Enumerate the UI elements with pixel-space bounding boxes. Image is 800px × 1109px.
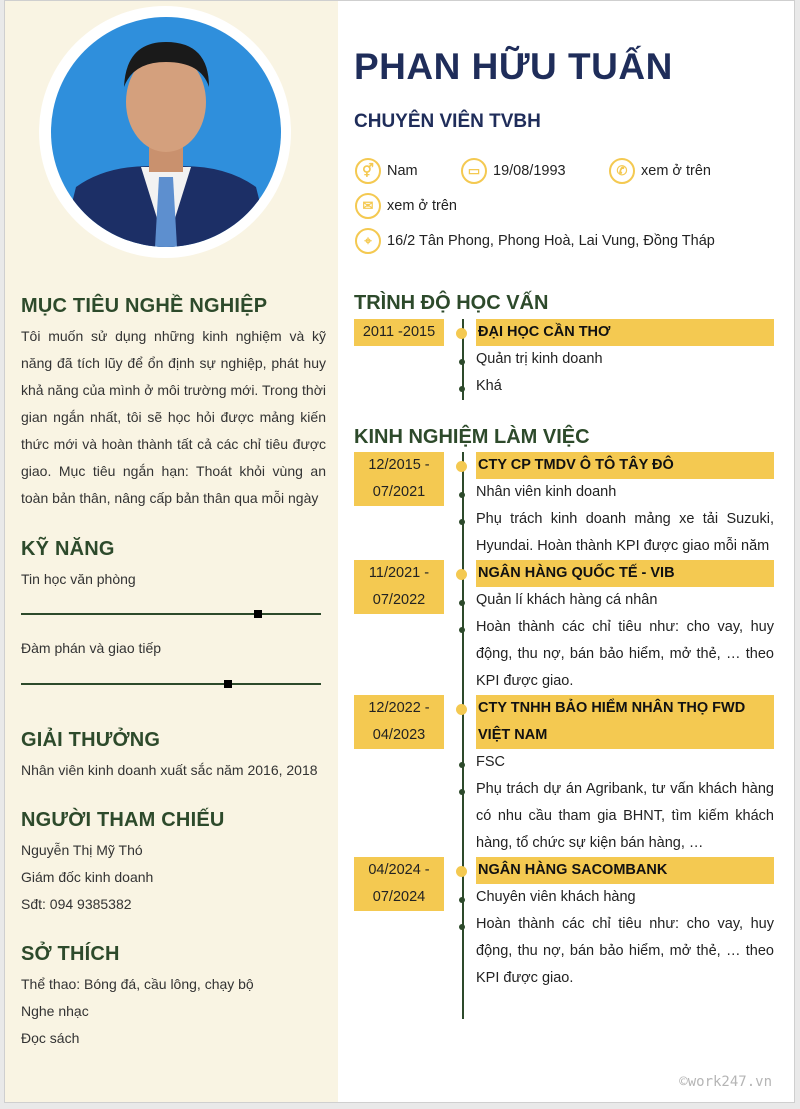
skill-bar — [21, 613, 321, 615]
education-heading: TRÌNH ĐỘ HỌC VẤN — [354, 292, 549, 314]
skills-heading: KỸ NĂNG — [21, 538, 115, 560]
entry-org: CTY TNHH BẢO HIỂM NHÂN THỌ FWD VIỆT NAM — [476, 695, 774, 749]
gender-value: Nam — [387, 163, 418, 179]
objective-text: Tôi muốn sử dụng những kinh nghiệm và kỹ năng đã tích lũy để ổn định sự nghiệp, phát huy khả năng của mình ở môi trường mới. Trong thời gian ngắn nhất, tôi sẽ học hỏi được mảng kiến thức mới và hoàn thành tất cả các chỉ tiêu được giao. Mục tiêu ngắn hạn: Thoát khỏi vùng an toàn bản thân, nâng cấp bản thân qua mỗi ngày — [21, 328, 326, 506]
experience-entry — [354, 560, 774, 695]
entry-item: Quản trị kinh doanh — [476, 346, 774, 373]
sidebar — [5, 1, 338, 1102]
phone-icon: ✆ — [609, 158, 635, 184]
hobbies-heading: SỞ THÍCH — [21, 943, 120, 965]
candidate-name: PHAN HỮU TUẤN — [354, 46, 673, 87]
reference-phone: Sđt: 094 9385382 — [21, 896, 132, 912]
experience-entry — [354, 452, 774, 560]
birthday-value: 19/08/1993 — [493, 163, 566, 179]
references-heading: NGƯỜI THAM CHIẾU — [21, 809, 225, 831]
awards-heading: GIẢI THƯỞNG — [21, 729, 161, 751]
phone-value: xem ở trên — [641, 163, 711, 179]
entry-date: 12/2015 - 07/2021 — [354, 452, 444, 506]
reference-name: Nguyễn Thị Mỹ Thó — [21, 842, 143, 858]
contact-birthday — [461, 158, 566, 184]
entry-org: CTY CP TMDV Ô TÔ TÂY ĐÔ — [476, 452, 774, 479]
contact-email — [355, 193, 457, 219]
entry-date: 2011 -2015 — [354, 319, 444, 346]
email-value: xem ở trên — [387, 198, 457, 214]
entry-org: NGÂN HÀNG QUỐC TẾ - VIB — [476, 560, 774, 587]
entry-org: NGÂN HÀNG SACOMBANK — [476, 857, 774, 884]
contact-phone — [609, 158, 711, 184]
entry-item: Khá — [476, 373, 774, 400]
candidate-position: CHUYÊN VIÊN TVBH — [354, 111, 541, 132]
education-timeline — [354, 319, 774, 400]
reference-title: Giám đốc kinh doanh — [21, 869, 154, 885]
entry-item: Nhân viên kinh doanh — [476, 479, 774, 506]
hobby-item: Nghe nhạc — [21, 1003, 89, 1019]
experience-entry — [354, 857, 774, 992]
entry-org: ĐẠI HỌC CẦN THƠ — [476, 319, 774, 346]
hobby-item: Đọc sách — [21, 1030, 80, 1046]
hobby-item: Thể thao: Bóng đá, cầu lông, chạy bộ — [21, 976, 254, 992]
gender-icon: ⚥ — [355, 158, 381, 184]
entry-item: Chuyên viên khách hàng — [476, 884, 774, 911]
contact-address — [355, 228, 715, 254]
skill-name: Tin học văn phòng — [21, 571, 136, 587]
cv-page — [4, 0, 795, 1103]
award-item: Nhân viên kinh doanh xuất sắc năm 2016, 2018 — [21, 762, 318, 778]
entry-item: Phụ trách kinh doanh mảng xe tải Suzuki, Hyundai. Hoàn thành KPI được giao mỗi năm — [476, 506, 774, 560]
entry-item: Quản lí khách hàng cá nhân — [476, 587, 774, 614]
address-value: 16/2 Tân Phong, Phong Hoà, Lai Vung, Đồng Tháp — [387, 233, 715, 249]
watermark: ©work247.vn — [679, 1074, 772, 1090]
experience-heading: KINH NGHIỆM LÀM VIỆC — [354, 426, 590, 448]
contact-gender — [355, 158, 418, 184]
entry-item: FSC — [476, 749, 774, 776]
entry-date: 11/2021 - 07/2022 — [354, 560, 444, 614]
education-entry — [354, 319, 774, 400]
birthday-cake-icon: ▭ — [461, 158, 487, 184]
skill-bar — [21, 683, 321, 685]
skill-level-marker — [224, 680, 232, 688]
email-icon: ✉ — [355, 193, 381, 219]
experience-entry — [354, 695, 774, 857]
entry-date: 12/2022 - 04/2023 — [354, 695, 444, 749]
map-pin-icon: ⌖ — [355, 228, 381, 254]
entry-item: Hoàn thành các chỉ tiêu như: cho vay, huy động, thu nợ, bán bảo hiểm, mở thẻ, … theo KPI được giao. — [476, 911, 774, 992]
profile-photo — [51, 17, 281, 247]
skill-level-marker — [254, 610, 262, 618]
skill-name: Đàm phán và giao tiếp — [21, 640, 162, 656]
objective-heading: MỤC TIÊU NGHỀ NGHIỆP — [21, 295, 268, 317]
experience-timeline — [354, 452, 774, 992]
entry-date: 04/2024 - 07/2024 — [354, 857, 444, 911]
entry-item: Hoàn thành các chỉ tiêu như: cho vay, huy động, thu nợ, bán bảo hiểm, mở thẻ, … theo KPI được giao. — [476, 614, 774, 695]
entry-item: Phụ trách dự án Agribank, tư vấn khách hàng có nhu cầu tham gia BHNT, tìm kiếm khách hàng, tổ chức sự kiện bán hàng, … — [476, 776, 774, 857]
